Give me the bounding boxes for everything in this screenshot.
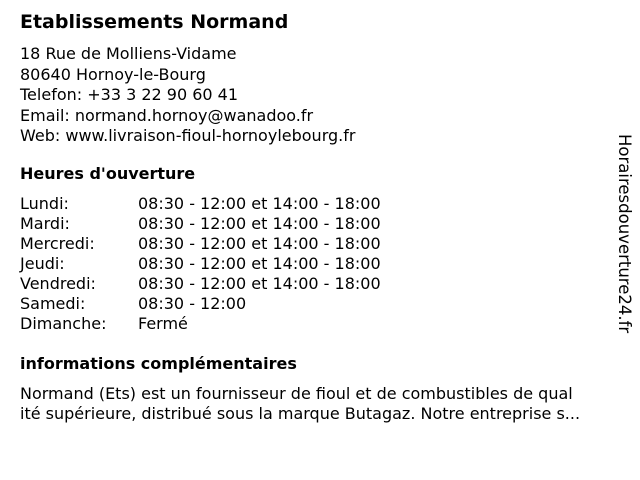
email-address[interactable]: Email: normand.hornoy@wanadoo.fr [20, 105, 314, 125]
description-line: ité supérieure, distribué sous la marque Butagaz. Notre entreprise s... [20, 404, 581, 423]
site-watermark: Horairesdouverture24.fr [615, 134, 634, 334]
additional-info-heading: informations complémentaires [20, 354, 297, 373]
time-value: 08:30 - 12:00 et 14:00 - 18:00 [138, 274, 381, 293]
opening-hours-heading: Heures d'ouverture [20, 164, 196, 183]
time-value: 08:30 - 12:00 et 14:00 - 18:00 [138, 214, 381, 233]
address-street: 18 Rue de Molliens-Vidame [20, 44, 237, 63]
phone-number[interactable]: Telefon: +33 3 22 90 60 41 [20, 85, 239, 104]
business-description [20, 384, 632, 424]
day-label: Jeudi: [20, 254, 65, 273]
day-label: Mercredi: [20, 234, 95, 253]
time-value: 08:30 - 12:00 [138, 294, 247, 313]
address-city: 80640 Hornoy-le-Bourg [20, 64, 206, 84]
time-value: 08:30 - 12:00 et 14:00 - 18:00 [138, 254, 381, 273]
time-value: 08:30 - 12:00 et 14:00 - 18:00 [138, 194, 381, 213]
day-label: Dimanche: [20, 314, 107, 333]
time-value: 08:30 - 12:00 et 14:00 - 18:00 [138, 234, 381, 253]
day-label: Samedi: [20, 294, 86, 313]
day-label: Mardi: [20, 214, 70, 233]
day-label: Lundi: [20, 194, 69, 213]
business-name: Etablissements Normand [20, 11, 289, 33]
day-label: Vendredi: [20, 274, 96, 293]
time-value: Fermé [138, 314, 188, 333]
contact-block [20, 44, 355, 147]
description-line: Normand (Ets) est un fournisseur de fioul et de combustibles de qual [20, 384, 573, 403]
website-url[interactable]: Web: www.livraison-fioul-hornoylebourg.fr [20, 126, 356, 145]
